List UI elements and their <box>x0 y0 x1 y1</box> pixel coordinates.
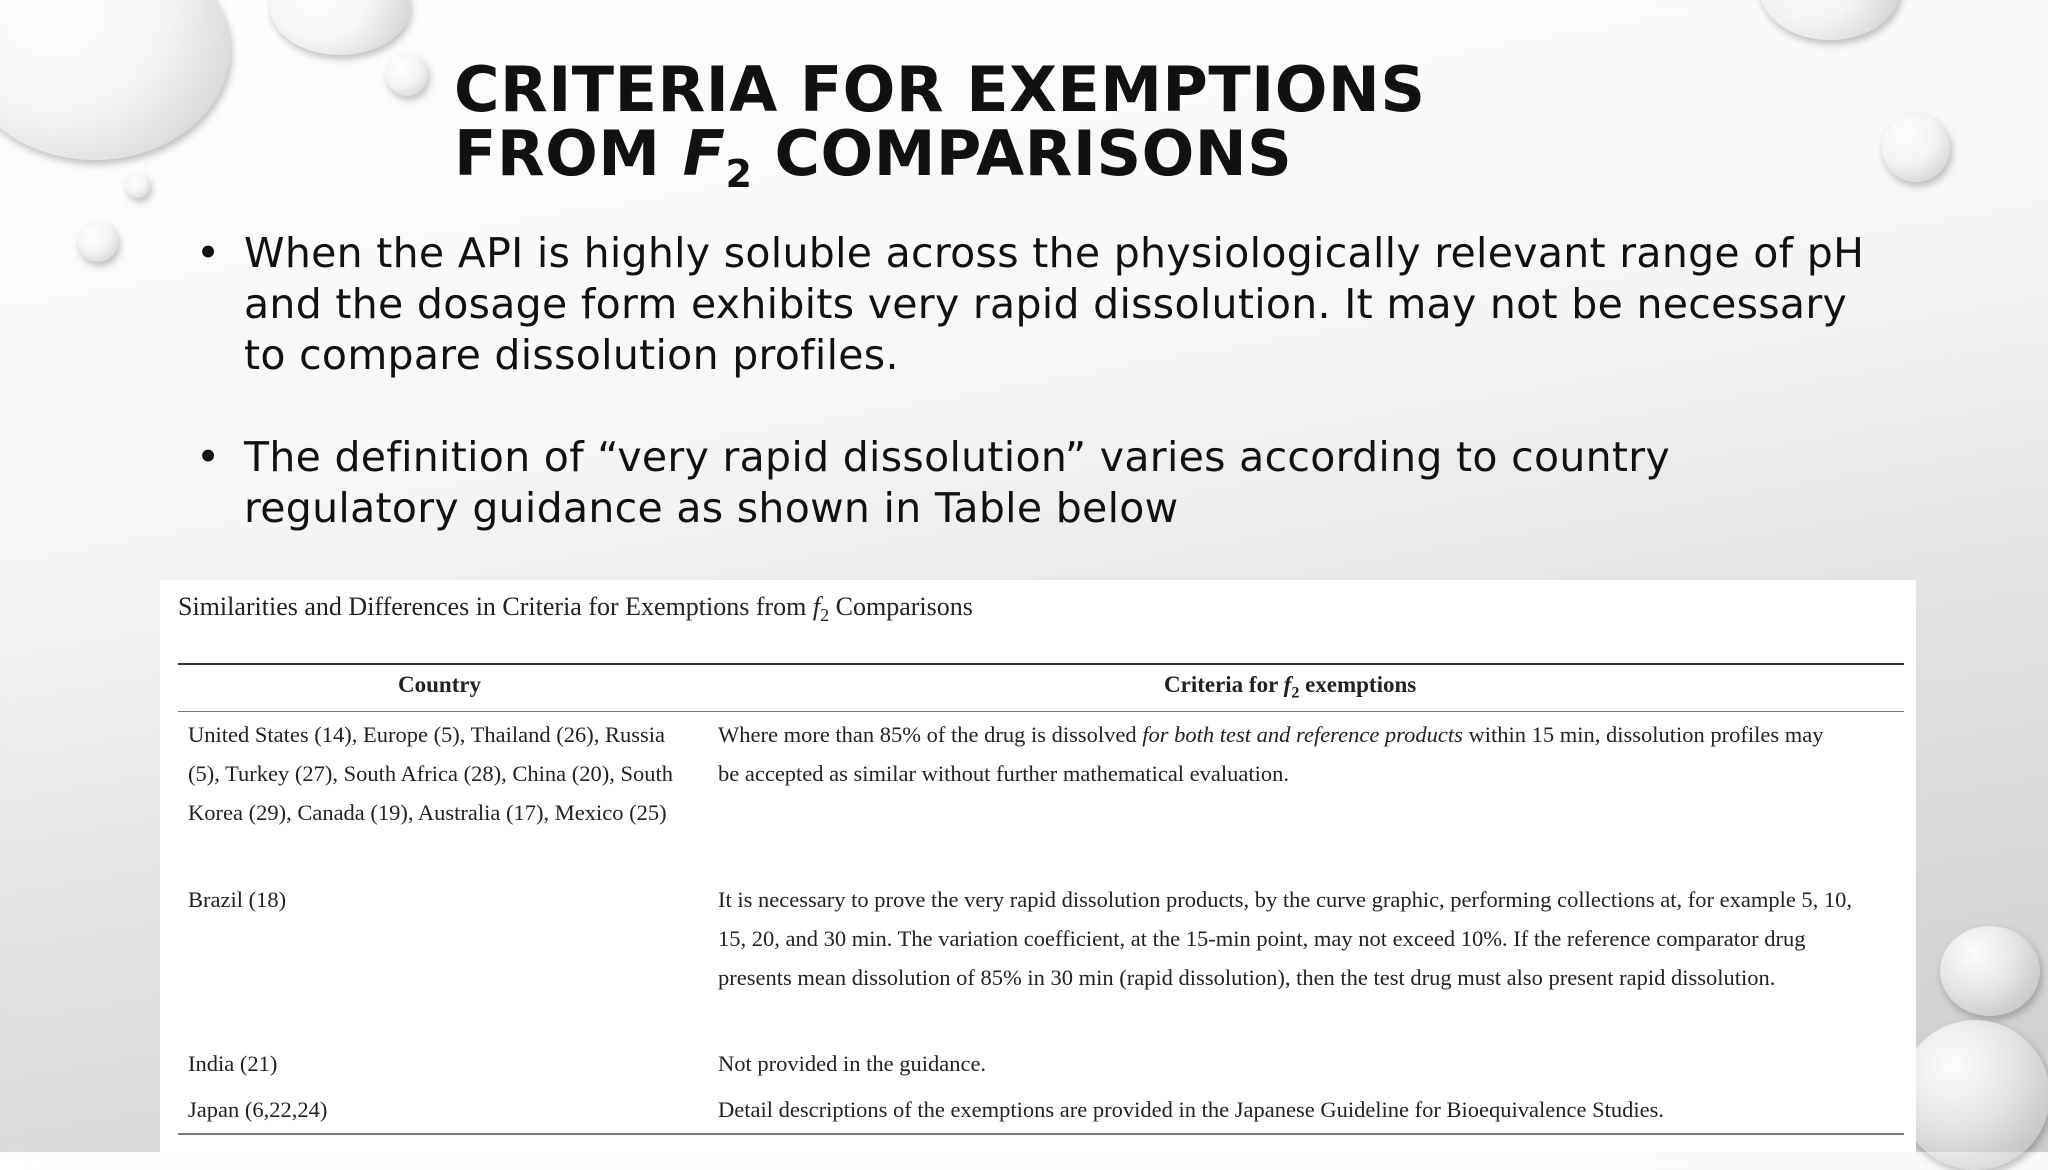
bullet-text: The definition of “very rapid dissolution” varies according to country regulatory guidance as shown in Table below <box>244 433 1671 532</box>
table-header-rule <box>178 711 1904 712</box>
bubble-decoration <box>1900 1020 2048 1170</box>
bubble-decoration <box>1882 114 1950 182</box>
bubble-decoration <box>0 0 230 160</box>
header-text: exemptions <box>1299 672 1417 697</box>
bullet-icon: • <box>196 229 221 277</box>
row-criteria: Not provided in the guidance. <box>718 1051 987 1076</box>
header-country: Country <box>398 672 482 697</box>
row-country: United States (14), Europe (5), Thailand (26), Russia (5), Turkey (27), South Africa (28), China (20), South Korea (29), Canada (19), Australia (17), Mexico (25) <box>188 722 673 825</box>
header-sub: 2 <box>1291 684 1300 702</box>
bullet-text: When the API is highly soluble across the physiologically relevant range of pH and the dosage form exhibits very rapid dissolution. It may not be necessary to compare dissolution profiles. <box>244 229 1865 379</box>
criteria-text: within 15 min, dissolution profiles may be accepted as similar without further mathematical evaluation. <box>718 722 1824 786</box>
title-f-symbol: F <box>682 117 726 190</box>
bullet-item <box>196 432 1876 534</box>
header-f: f <box>1283 672 1292 697</box>
caption-text: Comparisons <box>829 592 973 621</box>
row-criteria: It is necessary to prove the very rapid dissolution products, by the curve graphic, performing collections at, for example 5, 10, 15, 20, and 30 min. The variation coefficient, at the 15-min point, may not exceed 10%. If the reference comparator drug presents mean dissolution of 85% in 30 min (rapid dissolution), then the test drug must also present rapid dissolution. <box>718 887 1853 990</box>
slide-title <box>454 53 1426 206</box>
criteria-text: Where more than 85% of the drug is dissolved <box>718 722 1143 747</box>
row-country: Brazil (18) <box>188 887 287 912</box>
row-criteria: Detail descriptions of the exemptions are provided in the Japanese Guideline for Bioequivalence Studies. <box>718 1097 1664 1122</box>
bubble-decoration <box>126 174 150 198</box>
table-caption <box>178 592 973 626</box>
bullet-icon: • <box>196 433 221 481</box>
bubble-decoration <box>1940 926 2040 1016</box>
caption-text: Similarities and Differences in Criteria for Exemptions from <box>178 592 813 621</box>
table-top-rule <box>178 663 1904 665</box>
title-text: COMPARISONS <box>752 117 1293 190</box>
bullet-item <box>196 228 1876 381</box>
bubble-decoration <box>270 0 410 55</box>
bullet-list <box>196 228 1876 585</box>
row-country: Japan (6,22,24) <box>188 1097 328 1122</box>
bubble-decoration <box>78 222 118 262</box>
bubble-decoration <box>1760 0 1900 40</box>
table-bottom-rule <box>178 1133 1904 1135</box>
caption-f: f <box>812 592 821 621</box>
row-country: India (21) <box>188 1051 278 1076</box>
criteria-italic: for both test and reference products <box>1142 722 1463 747</box>
header-criteria <box>1164 672 1416 703</box>
table-image <box>160 580 1916 1152</box>
title-subscript: 2 <box>725 152 753 196</box>
bubble-decoration <box>386 54 428 96</box>
title-text: FROM <box>454 117 683 190</box>
header-text: Criteria for <box>1164 672 1284 697</box>
row-criteria <box>718 715 1848 793</box>
title-line-2 <box>454 117 1425 206</box>
title-line-1: CRITERIA FOR EXEMPTIONS <box>454 53 1426 126</box>
caption-sub: 2 <box>820 605 830 626</box>
